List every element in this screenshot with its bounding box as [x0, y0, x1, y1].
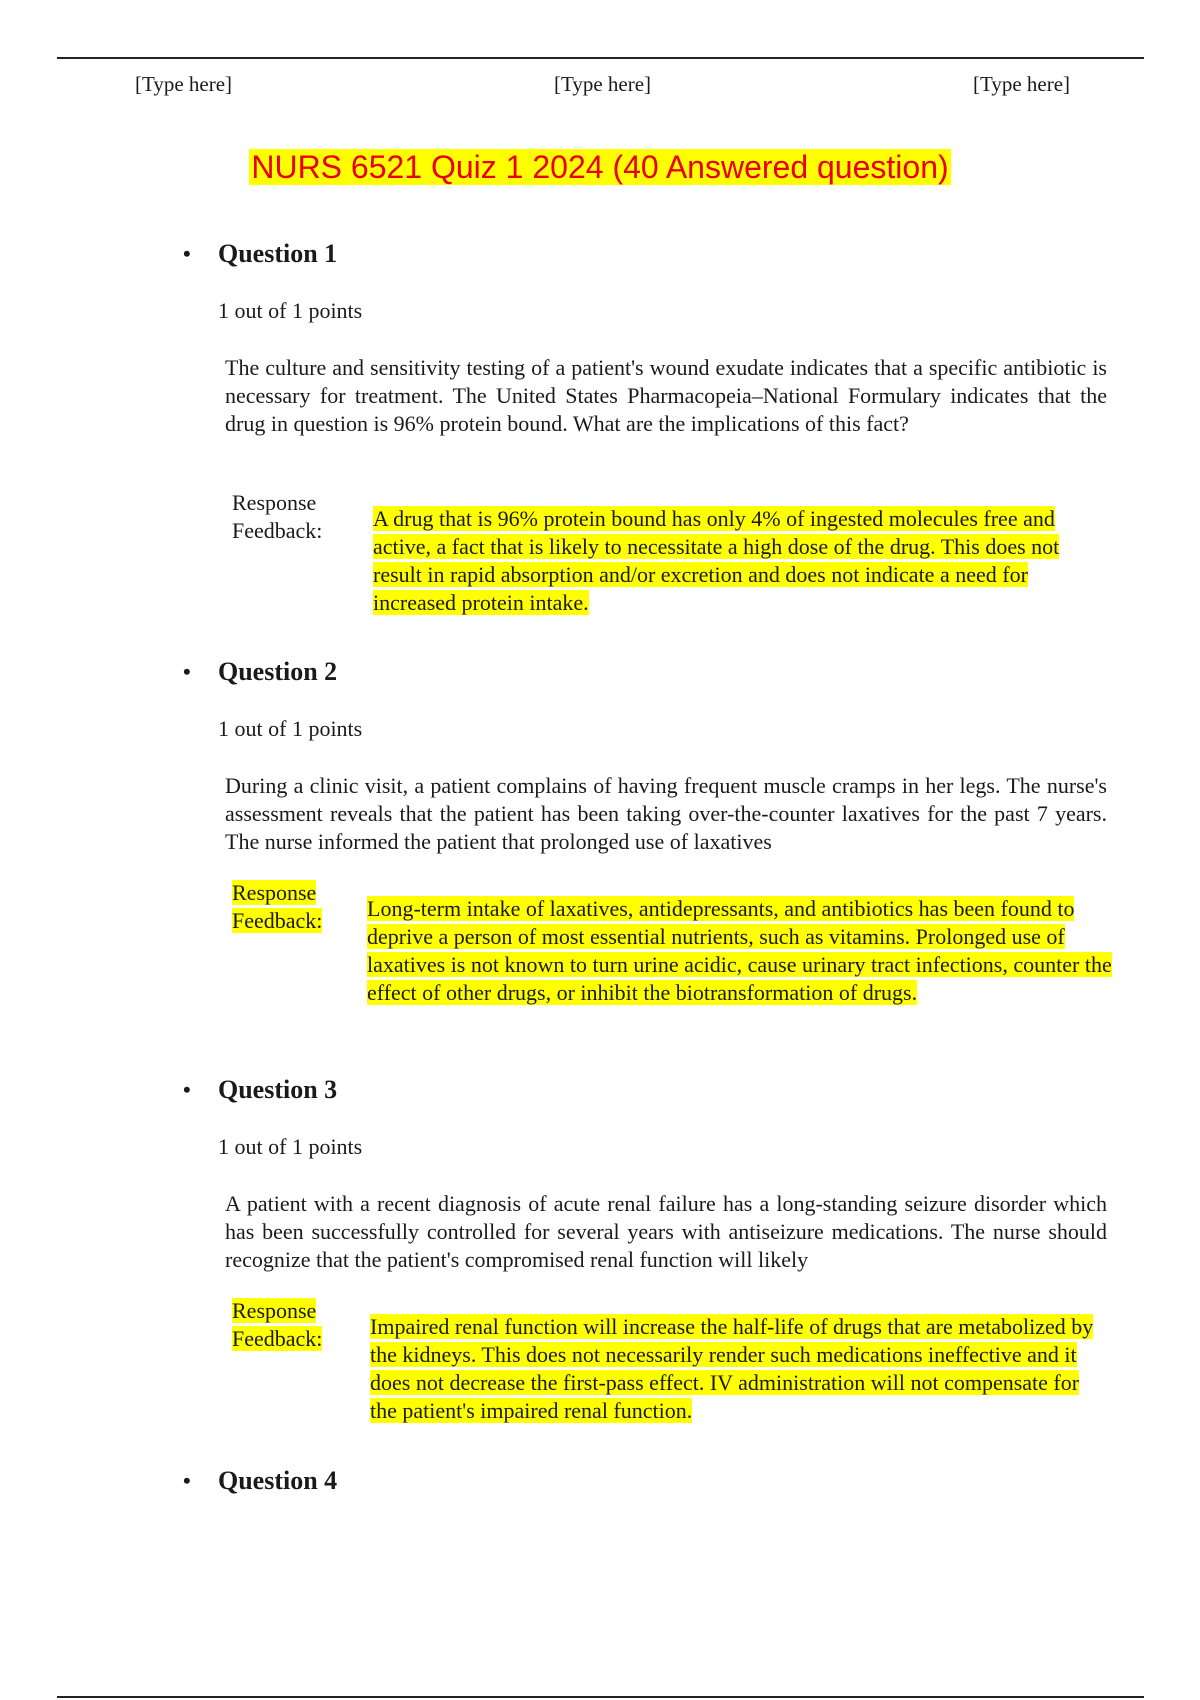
feedback-label: Feedback:: [232, 1326, 323, 1351]
feedback-text: A drug that is 96% protein bound has only 4% of ingested molecules free and active, a fact that is likely to necessitate a high dose of the drug. This does not result in rapid absorption and/or excretion and does not indicate a need for increased protein intake.: [373, 506, 1060, 615]
feedback-text-wrapper: [367, 895, 1122, 1007]
document-title: [0, 146, 1200, 188]
feedback-text: Impaired renal function will increase the half-life of drugs that are metabolized by the kidneys. This does not necessarily render such medications ineffective and it does not decrease the first-pass effect. IV administration will not compensate for the patient's impaired renal function.: [370, 1314, 1094, 1423]
document-title-text: NURS 6521 Quiz 1 2024 (40 Answered question): [251, 149, 949, 185]
question-points: 1 out of 1 points: [218, 298, 363, 323]
question-heading: [183, 1073, 337, 1107]
question-text: A patient with a recent diagnosis of acute renal failure has a long-standing seizure disorder which has been successfully controlled for several years with antiseizure medications. The nurse should recognize that the patient's compromised renal function will likely: [225, 1191, 1107, 1272]
question-heading-text: Question 2: [218, 657, 338, 686]
response-feedback-label: [232, 489, 342, 545]
bullet-icon: •: [183, 659, 191, 684]
question-text: During a clinic visit, a patient complains of having frequent muscle cramps in her legs. The nurse's assessment reveals that the patient has been taking over-the-counter laxatives for the past 7 years. The nurse informed the patient that prolonged use of laxatives: [225, 773, 1107, 854]
header-right-placeholder[interactable]: [Type here]: [973, 72, 1071, 96]
response-label: Response: [232, 880, 317, 905]
header-left-placeholder[interactable]: [Type here]: [135, 72, 233, 96]
feedback-text: Long-term intake of laxatives, antidepressants, and antibiotics has been found to deprive a person of most essential nutrients, such as vitamins. Prolonged use of laxatives is not known to turn urine acidic, cause urinary tract infections, counter the effect of other drugs, or inhibit the biotransformation of drugs.: [367, 896, 1112, 1005]
response-feedback-label: [232, 879, 342, 935]
response-label: Response: [232, 1298, 317, 1323]
bullet-icon: •: [183, 1077, 191, 1102]
bullet-icon: •: [183, 1468, 191, 1493]
question-text: The culture and sensitivity testing of a patient's wound exudate indicates that a specific antibiotic is necessary for treatment. The United States Pharmacopeia–National Formulary indicates that the drug in question is 96% protein bound. What are the implications of this fact?: [225, 355, 1107, 436]
response-label: Response: [232, 490, 317, 515]
question-heading: [183, 655, 337, 689]
feedback-text-wrapper: [373, 505, 1101, 617]
question-heading: [183, 1464, 337, 1498]
header-center-placeholder[interactable]: [Type here]: [554, 72, 652, 96]
question-points: 1 out of 1 points: [218, 716, 363, 741]
question-heading-text: Question 3: [218, 1075, 338, 1104]
bullet-icon: •: [183, 241, 191, 266]
header-rule: [57, 57, 1144, 59]
question-heading-text: Question 4: [218, 1466, 338, 1495]
feedback-text-wrapper: [370, 1313, 1106, 1425]
question-heading-text: Question 1: [218, 239, 338, 268]
feedback-label: Feedback:: [232, 908, 323, 933]
question-points: 1 out of 1 points: [218, 1134, 363, 1159]
question-heading: [183, 237, 337, 271]
feedback-label: Feedback:: [232, 518, 323, 543]
response-feedback-label: [232, 1297, 342, 1353]
footer-rule: [57, 1696, 1144, 1698]
page-header: [0, 72, 1200, 102]
